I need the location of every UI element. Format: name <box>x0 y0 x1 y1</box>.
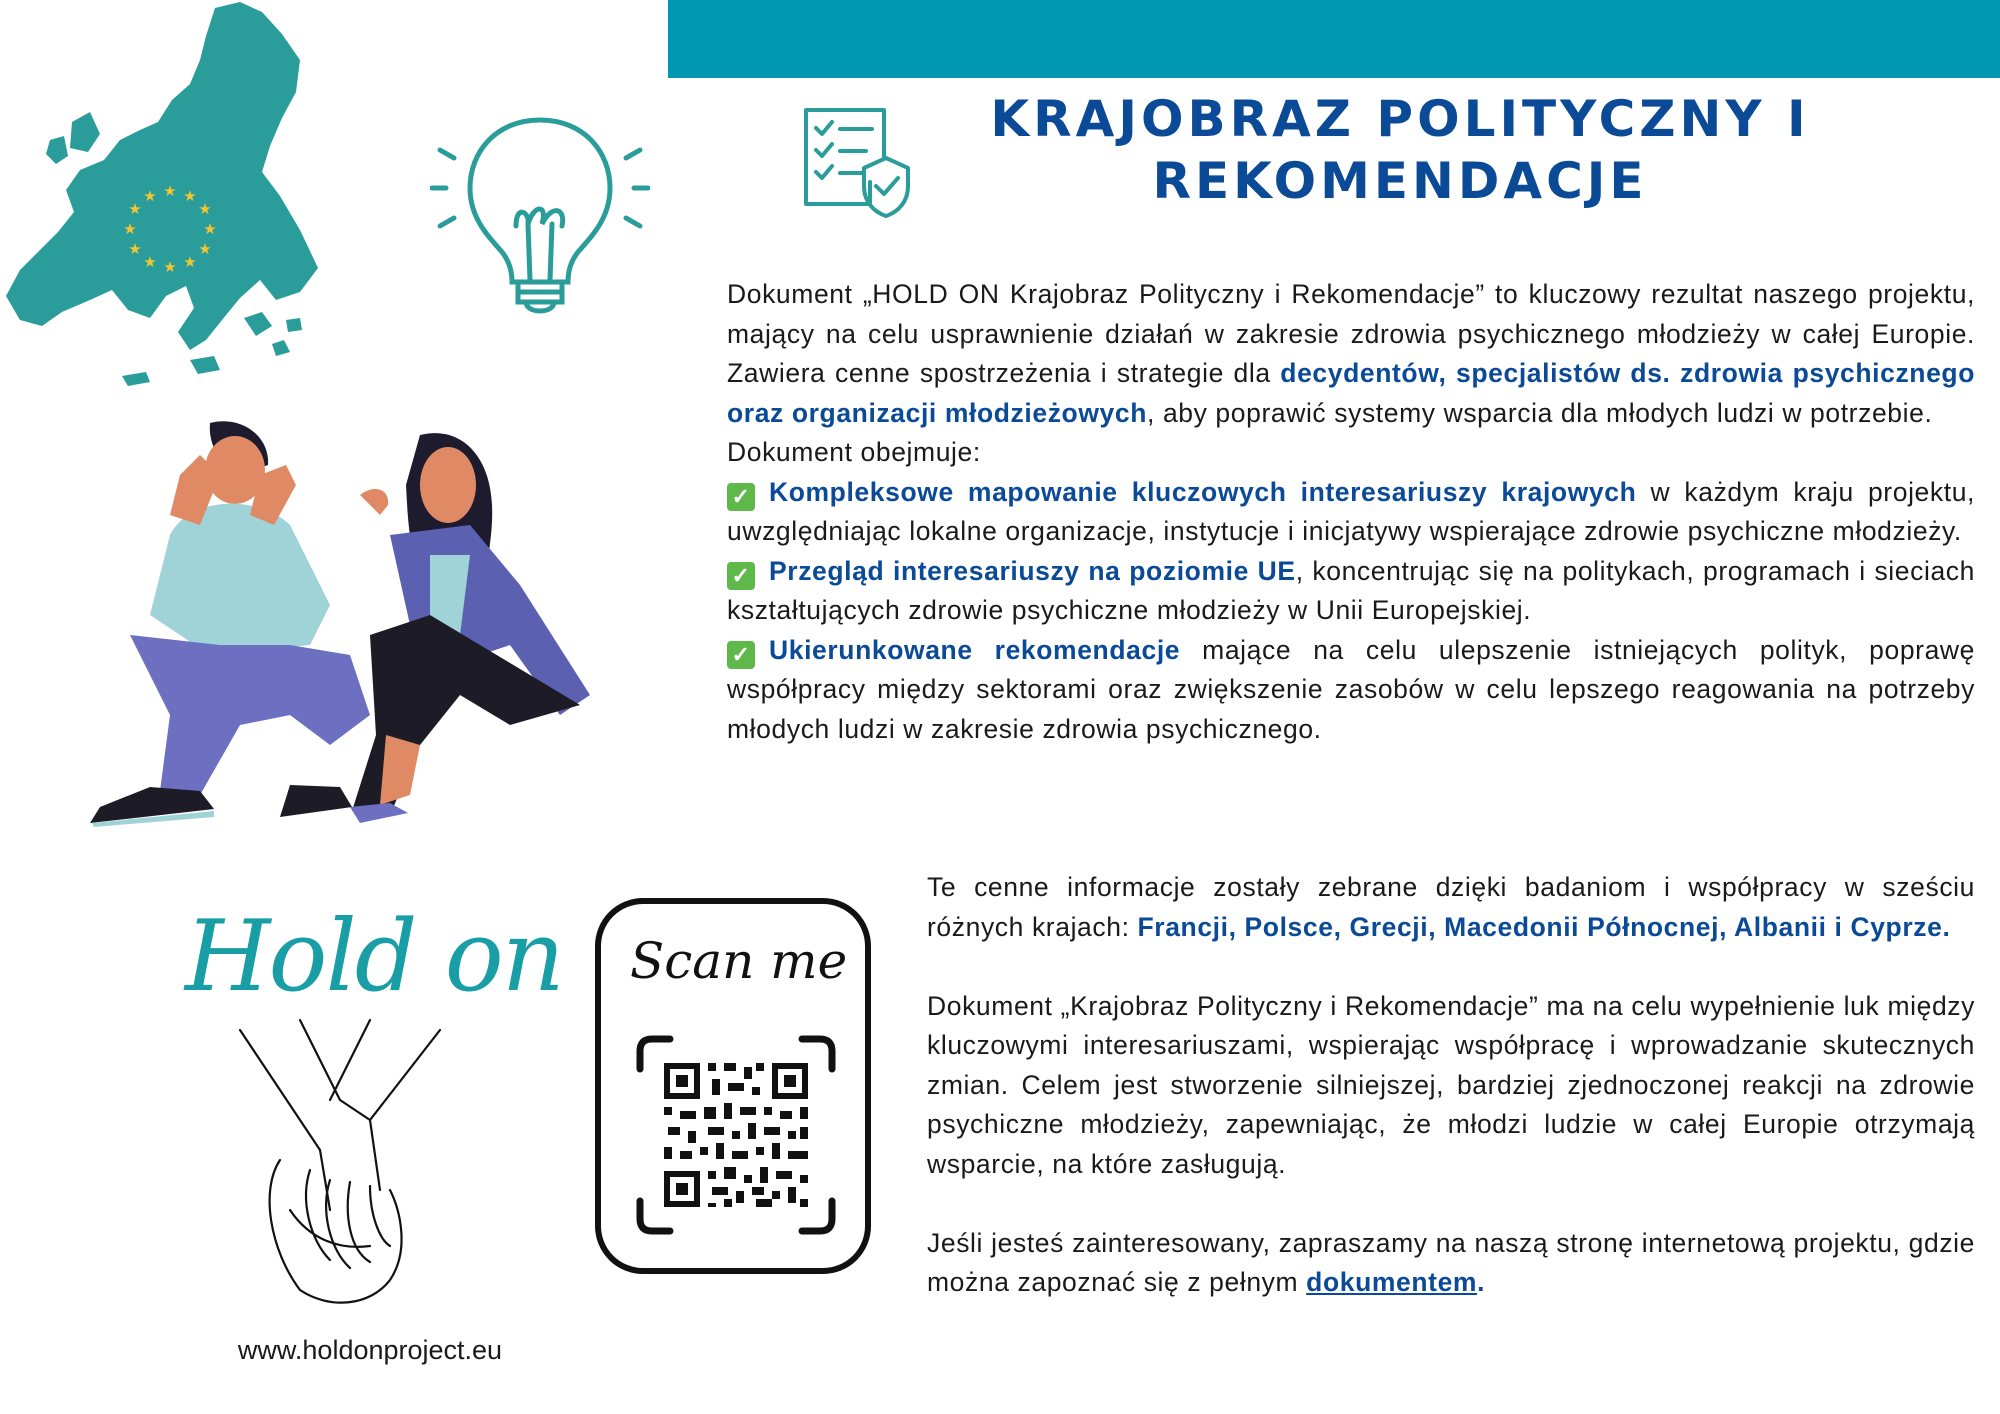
title-line-1: KRAJOBRAZ POLITYCZNY I <box>990 90 1810 148</box>
website-url[interactable]: www.holdonproject.eu <box>237 1335 503 1365</box>
intro-section <box>727 275 1975 749</box>
title-line-2: REKOMENDACJE <box>1152 152 1648 210</box>
check-mark-icon: ✓ <box>727 562 755 590</box>
svg-text:★: ★ <box>198 200 212 218</box>
target-groups-highlight: decydentów, specjalistów ds. zdrowia psychicznego oraz organizacji młodzieżowych <box>727 358 1976 428</box>
svg-text:★: ★ <box>198 240 212 258</box>
svg-text:★: ★ <box>183 253 197 271</box>
consoling-people-illustration <box>90 415 600 830</box>
intro-paragraph: Dokument „HOLD ON Krajobraz Polityczny i Rekomendacje” to kluczowy rezultat naszego projektu, mający na celu usprawnienie działań w zakresie zdrowia psychicznego młodzieży w całej Europie. Zawiera cenne spostrzeżenia i strategie dla decydentów, specjalistów ds. zdrowia psychicznego oraz organizacji młodzieżowych, aby poprawić systemy wsparcia dla młodych ludzi w potrzebie. <box>727 279 1976 428</box>
svg-text:★: ★ <box>123 220 137 238</box>
countries-paragraph: Te cenne informacje zostały zebrane dzięki badaniom i współpracy w sześciu różnych krajach: Francji, Polsce, Grecji, Macedonii Północnej, Albanii i Cyprze. <box>927 872 1975 942</box>
svg-text:★: ★ <box>143 187 157 205</box>
eu-map-icon <box>0 0 400 395</box>
list-item: ✓ Ukierunkowane rekomendacje mające na celu ulepszenie istniejących polityk, poprawę współpracy między sektorami oraz zwiększenie zasobów w celu lepszego reagowania na potrzeby młodych ludzi w zakresie zdrowia psychicznego. <box>727 634 1975 744</box>
checklist-shield-icon <box>800 102 912 220</box>
check-mark-icon: ✓ <box>727 483 755 511</box>
hold-on-logo: Hold on <box>185 900 563 1014</box>
check-mark-icon: ✓ <box>727 641 755 669</box>
includes-label: Dokument obejmuje: <box>727 437 981 467</box>
qr-code-icon[interactable] <box>636 1035 836 1235</box>
countries-highlight: Francji, Polsce, Grecji, Macedonii Północnej, Albanii i Cyprze. <box>1137 911 1951 942</box>
svg-text:★: ★ <box>183 187 197 205</box>
details-section <box>927 868 1975 1303</box>
purpose-paragraph: Dokument „Krajobraz Polityczny i Rekomendacje” ma na celu wypełnienie luk między kluczowymi interesariuszami, wspierając współpracę i wprowadzanie skutecznych zmian. Celem jest stworzenie silniejszej, bardziej zjednoczonej reakcji na zdrowie psychiczne młodzieży, zapewniając, że młodzi ludzie w całej Europie otrzymają wsparcie, na które zasługują. <box>927 990 1975 1179</box>
top-accent-bar <box>668 0 2000 78</box>
svg-text:★: ★ <box>128 240 142 258</box>
scan-me-label: Scan me <box>630 932 848 990</box>
document-link[interactable]: dokumentem <box>1306 1267 1478 1297</box>
list-item: ✓ Kompleksowe mapowanie kluczowych interesariuszy krajowych w każdym kraju projektu, uwzględniając lokalne organizacje, instytucje i inicjatywy wspierające zdrowie psychiczne młodzieży. <box>727 476 1976 546</box>
svg-text:★: ★ <box>128 200 142 218</box>
page-title <box>960 88 1840 212</box>
svg-text:★: ★ <box>203 220 217 238</box>
svg-text:★: ★ <box>143 253 157 271</box>
lightbulb-icon <box>430 100 650 330</box>
svg-text:★: ★ <box>163 182 177 200</box>
svg-text:★: ★ <box>163 258 177 276</box>
list-item: ✓ Przegląd interesariuszy na poziomie UE, koncentrując się na politykach, programach i sieciach kształtujących zdrowie psychiczne młodzieży w Unii Europejskiej. <box>727 555 1975 625</box>
holding-hands-icon <box>220 1010 460 1320</box>
cta-paragraph: Jeśli jesteś zainteresowany, zapraszamy na naszą stronę internetową projektu, gdzie można zapoznać się z pełnym dokumentem. <box>927 1227 1975 1297</box>
